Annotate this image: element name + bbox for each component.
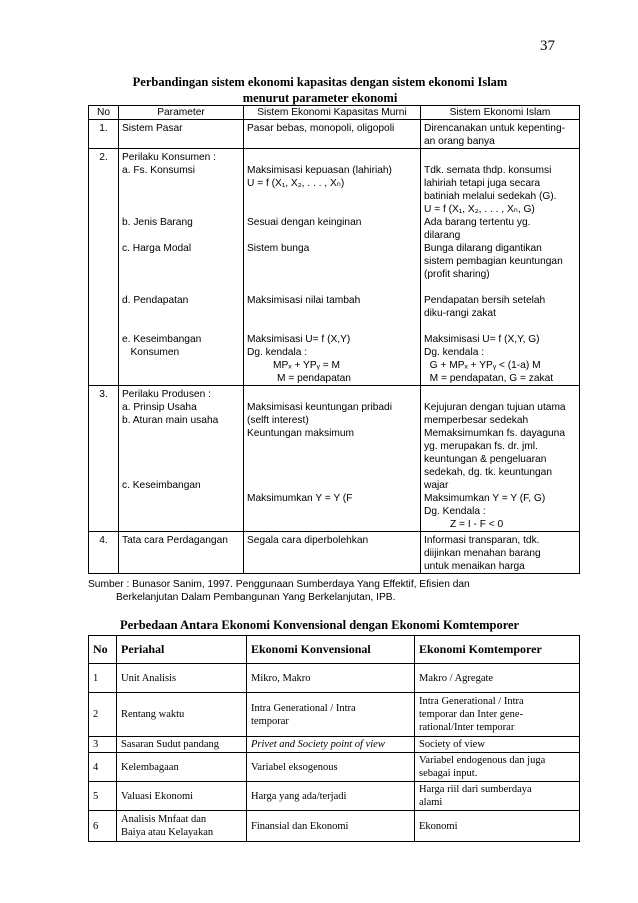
row-number: 4. <box>89 532 119 574</box>
table-row <box>89 120 580 149</box>
cell-konvensional: Variabel eksogenous <box>247 753 415 782</box>
kap-b: Sesuai dengan keinginan <box>247 217 362 228</box>
cell-islam: Direncanakan untuk kepenting- an orang banya <box>421 120 580 149</box>
param-a: a. Fs. Konsumsi <box>122 165 196 176</box>
source-line2: Berkelanjutan Dalam Pembangunan Yang Berkelanjutan, IPB. <box>116 592 396 603</box>
table-row <box>89 664 580 693</box>
table-row <box>89 693 580 737</box>
row-number: 5 <box>89 782 117 811</box>
islam-b: Ada barang tertentu yg. dilarang <box>424 217 531 241</box>
comparison-table-2 <box>88 635 580 842</box>
table1-header-row <box>89 106 580 120</box>
cell-perihal: Valuasi Ekonomi <box>117 782 247 811</box>
table-row <box>89 811 580 842</box>
cell-kapasitas: Pasar bebas, monopoli, oligopoli <box>244 120 421 149</box>
islam-c3: Z = I - F < 0 <box>450 519 504 530</box>
islam-a: Kejujuran dengan tujuan utama memperbesar sedekah <box>424 402 566 426</box>
table1-title-line2: menurut parameter ekonomi <box>242 91 398 105</box>
header-komtemporer: Ekonomi Komtemporer <box>415 636 580 664</box>
header-no: No <box>89 636 117 664</box>
cell-komtemporer: Makro / Agregate <box>415 664 580 693</box>
table-row <box>89 532 580 574</box>
kap-e4: M = pendapatan <box>277 373 351 384</box>
param-e: e. Keseimbangan Konsumen <box>122 334 202 358</box>
cell-kapasitas: Segala cara diperbolehkan <box>244 532 421 574</box>
kap-a: Maksimisasi kepuasan (lahiriah) U = f (X₁, X₂, . . . , Xₙ) <box>247 165 392 189</box>
cell-komtemporer: Ekonomi <box>415 811 580 842</box>
kap-c: Maksimumkan Y = Y (F <box>247 493 353 504</box>
cell-konvensional: Harga yang ada/terjadi <box>247 782 415 811</box>
cell-konvensional: Finansial dan Ekonomi <box>247 811 415 842</box>
param-d: d. Pendapatan <box>122 295 189 306</box>
cell-komtemporer: Society of view <box>415 737 580 753</box>
comparison-table-1 <box>88 105 580 574</box>
islam-c: Bunga dilarang digantikan sistem pembagian keuntungan (profit sharing) <box>424 243 563 280</box>
table-row <box>89 149 580 386</box>
row-number: 4 <box>89 753 117 782</box>
cell-parameter <box>119 149 244 386</box>
row-number: 3 <box>89 737 117 753</box>
page-number: 37 <box>540 38 555 54</box>
header-kapasitas: Sistem Ekonomi Kapasitas Murni <box>244 106 421 120</box>
param-c: c. Keseimbangan <box>122 480 201 491</box>
group-heading: Perilaku Produsen : <box>122 389 211 400</box>
table1-title-line1: Perbandingan sistem ekonomi kapasitas dengan sistem ekonomi Islam <box>132 75 508 89</box>
islam-a: Tdk. semata thdp. konsumsi lahiriah tetapi juga secara batiniah melalui sedekah (G). U = f (X₁, X₂, . . . , Xₙ, G) <box>424 165 557 215</box>
row-number: 3. <box>89 386 119 532</box>
row-number: 1. <box>89 120 119 149</box>
cell-islam <box>421 386 580 532</box>
cell-perihal: Analisis Mnfaat dan Baiya atau Kelayakan <box>117 811 247 842</box>
table1-title <box>100 74 540 106</box>
row-number: 2. <box>89 149 119 386</box>
kap-e2: Dg. kendala : <box>247 347 308 358</box>
header-islam: Sistem Ekonomi Islam <box>421 106 580 120</box>
table2-title: Perbedaan Antara Ekonomi Konvensional dengan Ekonomi Komtemporer <box>120 618 520 632</box>
source-citation <box>88 578 588 604</box>
header-konvensional: Ekonomi Konvensional <box>247 636 415 664</box>
header-perihal: Periahal <box>117 636 247 664</box>
islam-d: Pendapatan bersih setelah diku-rangi zakat <box>424 295 546 319</box>
param-b: b. Jenis Barang <box>122 217 193 228</box>
cell-parameter <box>119 386 244 532</box>
table-row <box>89 782 580 811</box>
group-heading: Perilaku Konsumen : <box>122 152 217 163</box>
table-row <box>89 753 580 782</box>
cell-perihal: Sasaran Sudut pandang <box>117 737 247 753</box>
kap-c: Sistem bunga <box>247 243 310 254</box>
kap-e3: MPₓ + YPᵧ = M <box>273 360 341 371</box>
islam-c2: Dg. Kendala : <box>424 506 486 517</box>
param-b: b. Aturan main usaha <box>122 415 219 426</box>
cell-parameter: Sistem Pasar <box>119 120 244 149</box>
header-parameter: Parameter <box>119 106 244 120</box>
cell-islam <box>421 149 580 386</box>
islam-e: Maksimisasi U= f (X,Y, G) Dg. kendala : G + MPₓ + YPᵧ < (1-a) M M = pendapatan, G = zakat <box>424 334 554 384</box>
kap-d: Maksimisasi nilai tambah <box>247 295 361 306</box>
table2-header-row <box>89 636 580 664</box>
cell-kapasitas <box>244 149 421 386</box>
row-number: 1 <box>89 664 117 693</box>
islam-c1: Maksimumkan Y = Y (F, G) <box>424 493 546 504</box>
header-no: No <box>89 106 119 120</box>
kap-e1: Maksimisasi U= f (X,Y) <box>247 334 351 345</box>
cell-komtemporer: Harga riil dari sumberdaya alami <box>415 782 580 811</box>
param-c: c. Harga Modal <box>122 243 192 254</box>
cell-komtemporer: Intra Generational / Intra temporar dan Inter gene- rational/Inter temporar <box>415 693 580 737</box>
row-number: 6 <box>89 811 117 842</box>
row-number: 2 <box>89 693 117 737</box>
table-row <box>89 737 580 753</box>
cell-perihal: Rentang waktu <box>117 693 247 737</box>
kap-a: Maksimisasi keuntungan pribadi (selft interest) <box>247 402 392 426</box>
cell-parameter: Tata cara Perdagangan <box>119 532 244 574</box>
cell-islam: Informasi transparan, tdk. diijinkan menahan barang untuk menaikan harga <box>421 532 580 574</box>
cell-konvensional: Intra Generational / Intra temporar <box>247 693 415 737</box>
cell-perihal: Kelembagaan <box>117 753 247 782</box>
kap-b: Keuntungan maksimum <box>247 428 355 439</box>
source-line1: Sumber : Bunasor Sanim, 1997. Penggunaan Sumberdaya Yang Effektif, Efisien dan <box>88 579 470 590</box>
cell-kapasitas <box>244 386 421 532</box>
param-a: a. Prinsip Usaha <box>122 402 197 413</box>
cell-konvensional: Mikro, Makro <box>247 664 415 693</box>
cell-komtemporer: Variabel endogenous dan juga sebagai input. <box>415 753 580 782</box>
islam-b: Memaksimumkan fs. dayaguna yg. merupakan fs. dr. jml. keuntungan & pengeluaran sedekah, dg. tk. keuntungan wajar <box>424 428 565 491</box>
cell-perihal: Unit Analisis <box>117 664 247 693</box>
table-row <box>89 386 580 532</box>
cell-konvensional: Privet and Society point of view <box>247 737 415 753</box>
